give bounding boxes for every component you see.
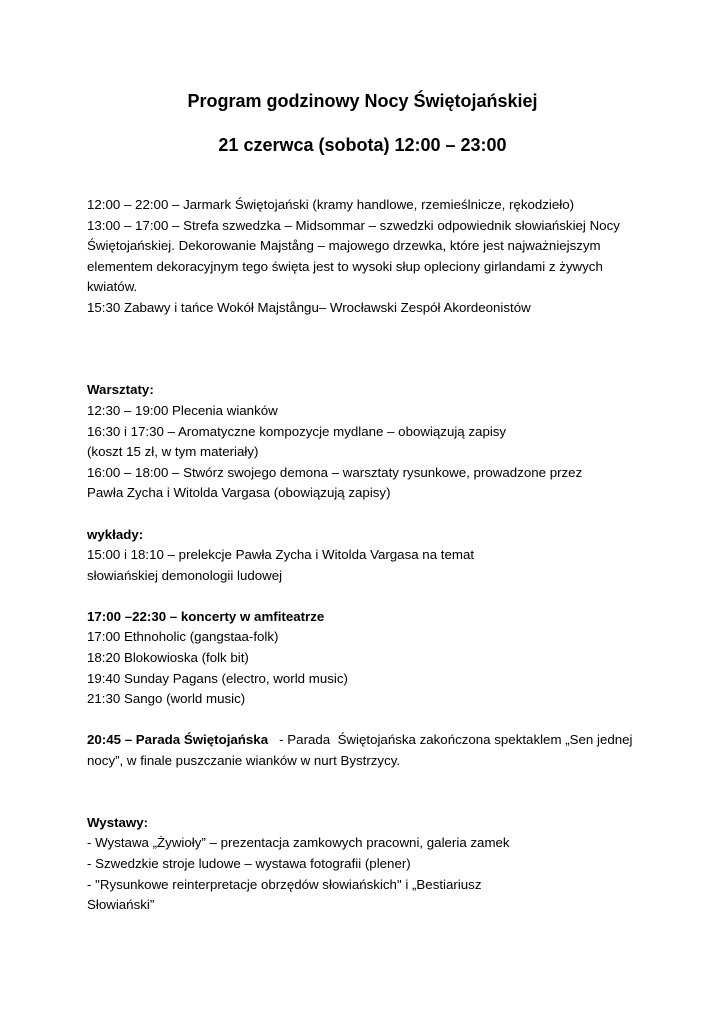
list-item: 16:30 i 17:30 – Aromatyczne kompozycje mydlane – obowiązują zapisy xyxy=(87,423,507,439)
list-item: 16:00 – 18:00 – Stwórz swojego demona – warsztaty rysunkowe, prowadzone przez xyxy=(87,464,583,480)
intro-section xyxy=(87,195,647,319)
section-heading: 20:45 – Parada Świętojańska xyxy=(87,732,269,748)
spacer xyxy=(87,319,647,360)
intro-line: elementem dekoracyjnym tego święta jest to wysoki słup opleciony girlandami z żywych xyxy=(87,258,603,274)
list-item: (koszt 15 zł, w tym materiały) xyxy=(87,444,259,460)
intro-line: 13:00 – 17:00 – Strefa szwedzka – Midsommar – szwedzki odpowiednik słowiańskiej Nocy xyxy=(87,217,620,233)
spacer xyxy=(87,710,647,731)
parada-description: - Parada Świętojańska zakończona spektaklem „Sen jednej xyxy=(268,732,633,748)
warsztaty-section xyxy=(87,380,647,504)
list-item: - Szwedzkie stroje ludowe – wystawa fotografii (plener) xyxy=(87,856,411,871)
intro-line: 15:30 Zabawy i tańce Wokół Majstångu– Wrocławski Zespół Akordeonistów xyxy=(87,299,531,315)
list-item: - Wystawa „Żywioły” – prezentacja zamkowych pracowni, galeria zamek xyxy=(87,835,510,851)
wyklady-section xyxy=(87,525,647,587)
section-heading: Warsztaty: xyxy=(87,382,154,398)
section-heading: Wystawy: xyxy=(87,814,149,830)
page-subtitle: 21 czerwca (sobota) 12:00 – 23:00 xyxy=(218,135,507,155)
list-item: Pawła Zycha i Witolda Vargasa (obowiązują zapisy) xyxy=(87,485,391,501)
section-heading: 17:00 –22:30 – koncerty w amfiteatrze xyxy=(87,608,325,624)
koncerty-section xyxy=(87,607,647,710)
document-body xyxy=(87,195,647,916)
list-item: 21:30 Sango (world music) xyxy=(87,691,246,707)
list-item: 19:40 Sunday Pagans (electro, world music) xyxy=(87,670,348,686)
parada-line xyxy=(87,730,647,751)
spacer xyxy=(87,586,647,607)
parada-line: nocy”, w finale puszczanie wianków w nurt Bystrzycy. xyxy=(87,753,401,769)
intro-line: 12:00 – 22:00 – Jarmark Świętojański (kramy handlowe, rzemieślnicze, rękodzieło) xyxy=(87,197,575,212)
list-item: - "Rysunkowe reinterpretacje obrzędów słowiańskich" i „Bestiariusz xyxy=(87,876,482,892)
list-item: Słowiański” xyxy=(87,897,155,913)
spacer xyxy=(87,772,647,813)
wystawy-section xyxy=(87,813,647,916)
parada-section xyxy=(87,730,647,771)
list-item: 17:00 Ethnoholic (gangstaa-folk) xyxy=(87,629,279,645)
spacer xyxy=(87,360,647,381)
list-item: 15:00 i 18:10 – prelekcje Pawła Zycha i Witolda Vargasa na temat xyxy=(87,547,475,563)
section-heading: wykłady: xyxy=(87,526,144,542)
list-item: 12:30 – 19:00 Plecenia wianków xyxy=(87,402,278,418)
page-title: Program godzinowy Nocy Świętojańskiej xyxy=(187,91,538,111)
spacer xyxy=(87,504,647,525)
list-item: 18:20 Blokowioska (folk bit) xyxy=(87,650,249,666)
intro-line: kwiatów. xyxy=(87,279,138,295)
list-item: słowiańskiej demonologii ludowej xyxy=(87,567,283,583)
intro-line: Świętojańskiej. Dekorowanie Majstång – majowego drzewka, które jest najważniejszym xyxy=(87,238,601,254)
